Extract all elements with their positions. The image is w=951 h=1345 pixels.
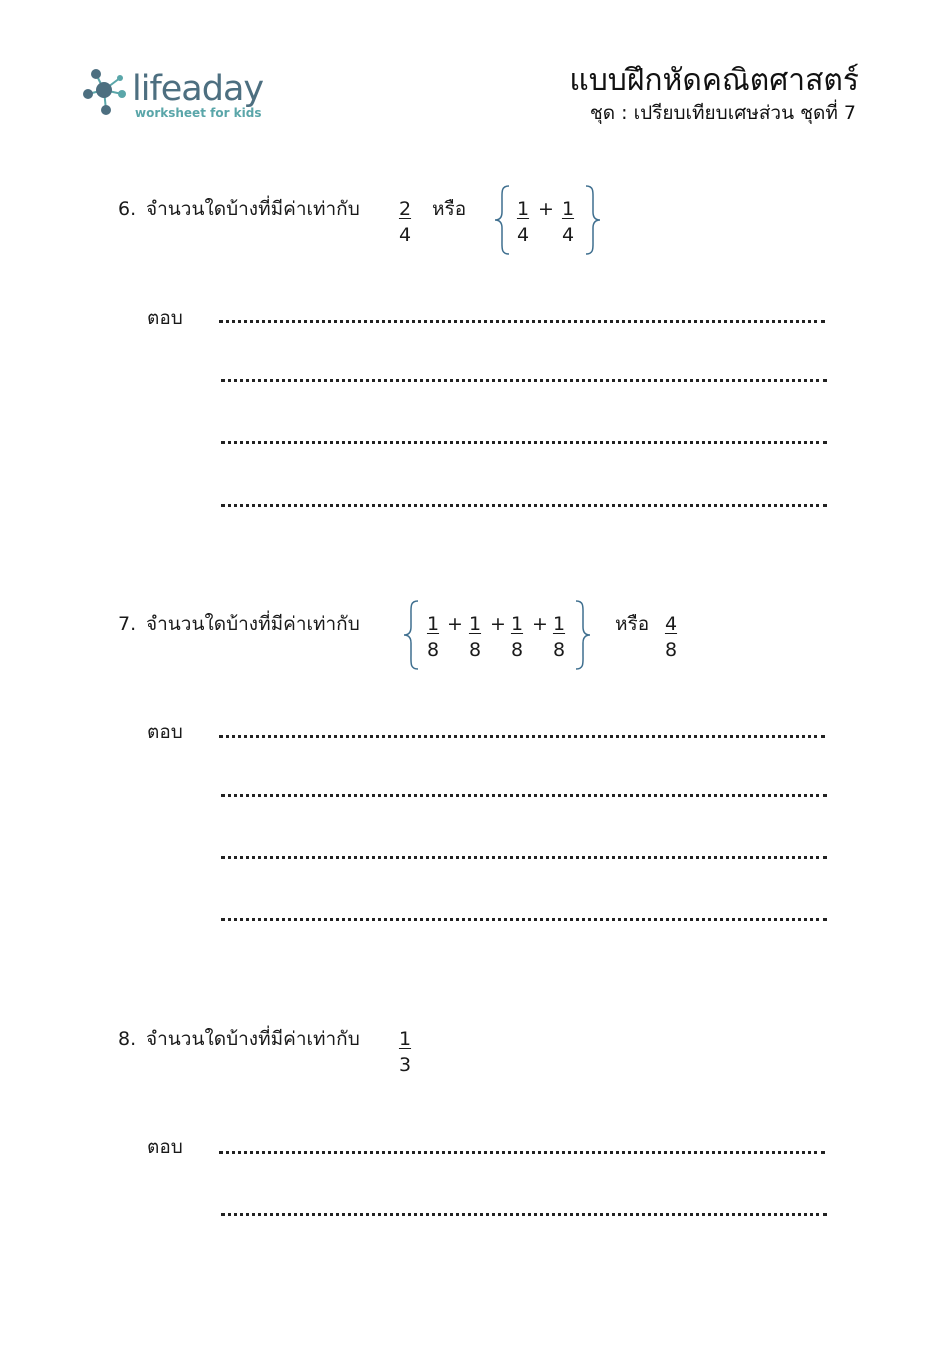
q7-set-4-denominator: 8: [552, 639, 566, 661]
q7-plus-sign-3: +: [532, 613, 548, 635]
brand-name: lifeaday: [132, 69, 264, 109]
q7-set-fraction-3: [507, 615, 527, 660]
brand-tagline: worksheet for kids: [135, 106, 262, 120]
q7-answer-line-2[interactable]: [221, 794, 827, 797]
q7-answer-line-1[interactable]: [219, 735, 825, 738]
right-brace-icon: [574, 599, 592, 671]
q7-set-2-denominator: 8: [468, 639, 482, 661]
q7-set-3-denominator: 8: [510, 639, 524, 661]
q8-number: 8.: [118, 1028, 137, 1050]
left-brace-icon: [402, 599, 420, 671]
q6-answer-label: ตอบ: [147, 307, 183, 329]
q6-set-2-numerator: 1: [561, 198, 575, 220]
left-brace-icon: [493, 184, 511, 256]
q6-set-1-numerator: 1: [516, 198, 530, 220]
q6-text: จำนวนใดบ้างที่มีค่าเท่ากับ: [146, 198, 360, 220]
molecule-icon: [82, 66, 134, 116]
q6-fraction-denominator: 4: [398, 224, 412, 246]
q8-fraction-denominator: 3: [398, 1054, 412, 1076]
q6-plus-sign: +: [538, 198, 554, 220]
q7-set-1-denominator: 8: [426, 639, 440, 661]
q7-set-4-numerator: 1: [552, 613, 566, 635]
q6-set-1-denominator: 4: [516, 224, 530, 246]
page-subtitle: ชุด : เปรียบเทียบเศษส่วน ชุดที่ 7: [589, 102, 856, 124]
q7-set-3-numerator: 1: [510, 613, 524, 635]
q6-set-2-denominator: 4: [561, 224, 575, 246]
q6-answer-line-1[interactable]: [219, 320, 825, 323]
q7-set-fraction-2: [465, 615, 485, 660]
q6-answer-line-2[interactable]: [221, 379, 827, 382]
q6-fraction-numerator: 2: [398, 198, 412, 220]
q7-plus-sign-2: +: [490, 613, 506, 635]
q7-answer-line-4[interactable]: [221, 918, 827, 921]
q7-fraction-denominator: 8: [664, 639, 678, 661]
q7-set-fraction-4: [549, 615, 569, 660]
q6-fraction: [395, 200, 415, 245]
q7-or-label: หรือ: [615, 613, 650, 635]
q6-number: 6.: [118, 198, 137, 220]
q7-set-2-numerator: 1: [468, 613, 482, 635]
q8-answer-line-1[interactable]: [219, 1151, 825, 1154]
q6-set-fraction-1: [513, 200, 533, 245]
q7-answer-line-3[interactable]: [221, 856, 827, 859]
q6-answer-line-4[interactable]: [221, 504, 827, 507]
q6-answer-line-3[interactable]: [221, 441, 827, 444]
q7-set-1-numerator: 1: [426, 613, 440, 635]
q7-fraction: [661, 615, 681, 660]
page-title: แบบฝึกหัดคณิตศาสตร์: [569, 63, 859, 98]
q7-text: จำนวนใดบ้างที่มีค่าเท่ากับ: [146, 613, 360, 635]
q8-fraction: [395, 1030, 415, 1075]
q8-answer-line-2[interactable]: [221, 1213, 827, 1216]
right-brace-icon: [584, 184, 602, 256]
q7-set-fraction-1: [423, 615, 443, 660]
q7-number: 7.: [118, 613, 137, 635]
q6-set-fraction-2: [558, 200, 578, 245]
brand-logo: [82, 66, 272, 122]
q7-plus-sign-1: +: [447, 613, 463, 635]
q8-answer-label: ตอบ: [147, 1136, 183, 1158]
q6-or-label: หรือ: [432, 198, 467, 220]
q7-answer-label: ตอบ: [147, 721, 183, 743]
q8-text: จำนวนใดบ้างที่มีค่าเท่ากับ: [146, 1028, 360, 1050]
q7-fraction-numerator: 4: [664, 613, 678, 635]
q8-fraction-numerator: 1: [398, 1028, 412, 1050]
